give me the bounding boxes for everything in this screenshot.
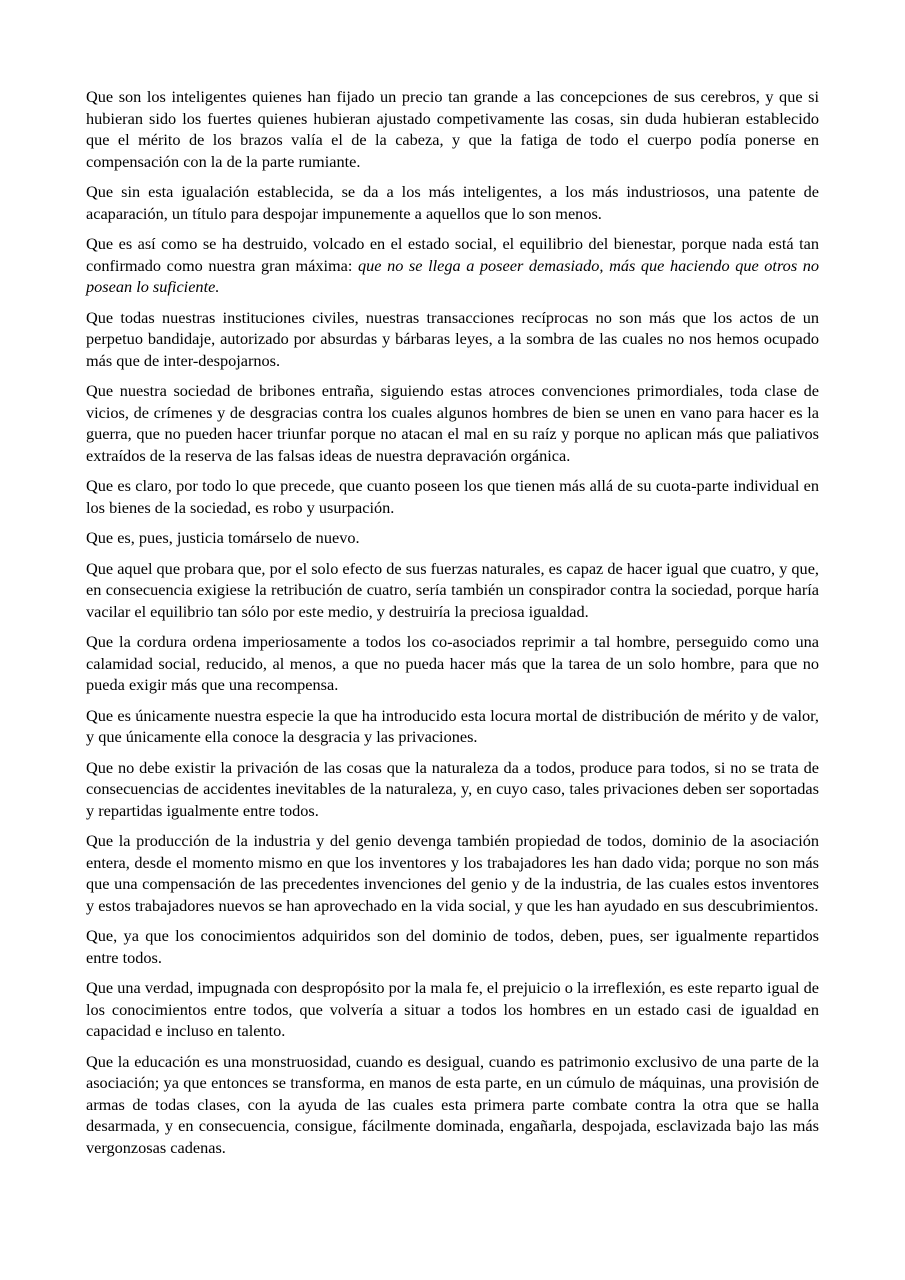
paragraph-text: Que aquel que probara que, por el solo efecto de sus fuerzas naturales, es capaz de hacer igual que cuatro, y que, en consecuencia exigiese la retribución de cuatro, sería también un conspirador contra la sociedad, porque haría vacilar el equilibrio tan sólo por este medio, y destruiría la preciosa igualdad. <box>86 558 819 621</box>
paragraph-text: Que es, pues, justicia tomárselo de nuevo. <box>86 528 360 547</box>
paragraph-15 <box>86 1051 819 1159</box>
paragraph-text: Que es únicamente nuestra especie la que ha introducido esta locura mortal de distribución de mérito y de valor, y que únicamente ella conoce la desgracia y las privaciones. <box>86 705 819 746</box>
paragraph-4 <box>86 307 819 372</box>
paragraph-text: Que, ya que los conocimientos adquiridos son del dominio de todos, deben, pues, ser igualmente repartidos entre todos. <box>86 926 819 967</box>
paragraph-3 <box>86 233 819 298</box>
paragraph-text: Que sin esta igualación establecida, se da a los más inteligentes, a los más industriosos, una patente de acaparación, un título para despojar impunemente a aquellos que lo son menos. <box>86 182 819 223</box>
paragraph-13 <box>86 925 819 968</box>
paragraph-text: Que la producción de la industria y del genio devenga también propiedad de todos, dominio de la asociación entera, desde el momento mismo en que los inventores y los trabajadores les han dado vida; porque no son más que una compensación de las precedentes invenciones del genio y de la industria, de las cuales estos inventores y estos trabajadores nuevos se han aprovechado en la vida social, y que les han ayudado en sus descubrimientos. <box>86 831 819 915</box>
paragraph-8 <box>86 558 819 623</box>
paragraph-2 <box>86 181 819 224</box>
paragraph-text: Que la educación es una monstruosidad, cuando es desigual, cuando es patrimonio exclusivo de una parte de la asociación; ya que entonces se transforma, en manos de esta parte, en un cúmulo de máquinas, una provisión de armas de todas clases, con la ayuda de las cuales esta primera parte combate contra la otra que se halla desarmada, y en consecuencia, consigue, fácilmente dominada, engañarla, despojada, esclavizada bajo las más vergonzosas cadenas. <box>86 1051 819 1157</box>
paragraph-10 <box>86 705 819 748</box>
paragraph-text: Que son los inteligentes quienes han fijado un precio tan grande a las concepciones de sus cerebros, y que si hubieran sido los fuertes quienes hubieran ajustado competivamente las cosas, sin duda hubieran establecido que el mérito de los brazos valía el de la cabeza, y que la fatiga de todo el cuerpo podía ponerse en compensación con la de la parte rumiante. <box>86 87 819 171</box>
paragraph-7 <box>86 527 819 549</box>
paragraph-text: Que la cordura ordena imperiosamente a todos los co-asociados reprimir a tal hombre, perseguido como una calamidad social, reducido, al menos, a que no pueda hacer más que la tarea de un solo hombre, para que no pueda exigir más que una recompensa. <box>86 632 819 694</box>
paragraph-9 <box>86 631 819 696</box>
paragraph-1 <box>86 86 819 172</box>
paragraph-5 <box>86 380 819 466</box>
paragraph-text: Que es claro, por todo lo que precede, que cuanto poseen los que tienen más allá de su cuota-parte individual en los bienes de la sociedad, es robo y usurpación. <box>86 476 819 517</box>
paragraph-text: Que todas nuestras instituciones civiles, nuestras transacciones recíprocas no son más que los actos de un perpetuo bandidaje, autorizado por absurdas y bárbaras leyes, a la sombra de las cuales no nos hemos ocupado más que de inter-despojarnos. <box>86 307 819 370</box>
paragraph-14 <box>86 977 819 1042</box>
paragraph-11 <box>86 757 819 822</box>
paragraph-text: Que no debe existir la privación de las cosas que la naturaleza da a todos, produce para todos, si no se trata de consecuencias de accidentes inevitables de la naturaleza, y, en cuyo caso, tales privaciones deben ser soportadas y repartidas igualmente entre todos. <box>86 757 819 820</box>
paragraph-6 <box>86 475 819 518</box>
paragraph-text: Que nuestra sociedad de bribones entraña, siguiendo estas atroces convenciones primordiales, toda clase de vicios, de crímenes y de desgracias contra los cuales algunos hombres de bien se unen en vano para hacer es la guerra, que no pueden hacer triunfar porque no atacan el mal en su raíz y porque no aplican más que paliativos extraídos de la reserva de las falsas ideas de nuestra depravación orgánica. <box>86 381 819 465</box>
italic-maxim: que no se llega a poseer demasiado, más que haciendo que otros no posean lo suficiente. <box>86 255 820 296</box>
paragraph-text: Que es así como se ha destruido, volcado en el estado social, el equilibrio del bienestar, porque nada está tan confirmado como nuestra gran máxima: <box>86 234 819 275</box>
paragraph-12 <box>86 830 819 916</box>
document-page <box>86 86 819 1167</box>
paragraph-text: Que una verdad, impugnada con despropósito por la mala fe, el prejuicio o la irreflexión, es este reparto igual de los conocimientos entre todos, que volvería a situar a todos los hombres en un estado casi de igualdad en capacidad e incluso en talento. <box>86 978 819 1040</box>
